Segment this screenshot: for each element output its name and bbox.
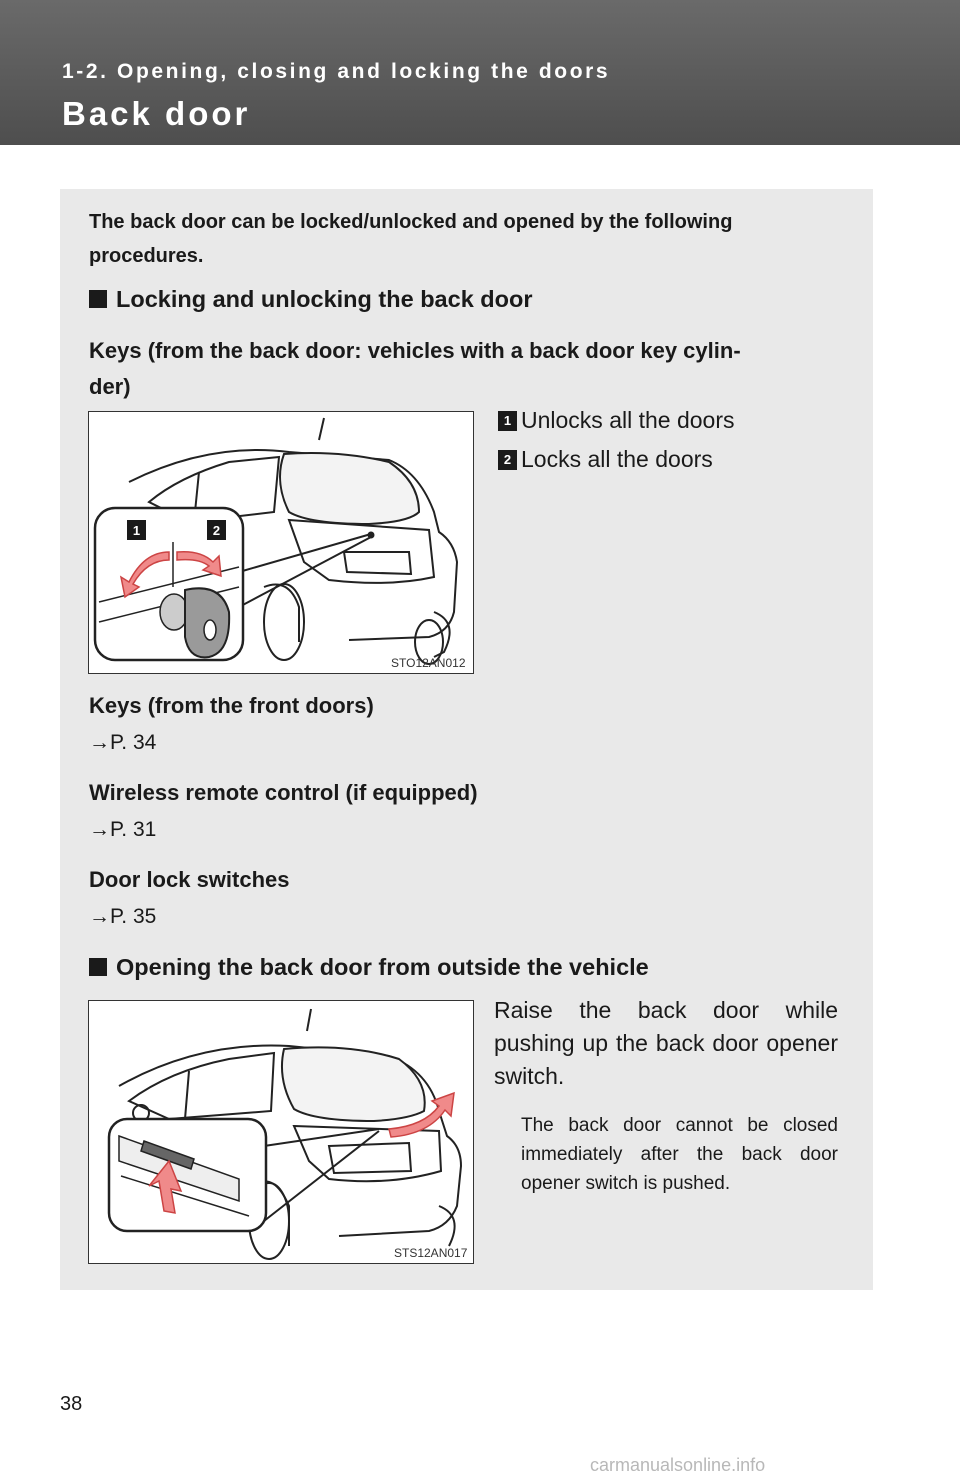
subheading-opening-label: Opening the back door from outside the vehicle bbox=[116, 954, 649, 980]
keys-back-heading-line2: der) bbox=[89, 374, 131, 399]
subheading-locking-label: Locking and unlocking the back door bbox=[116, 286, 533, 312]
svg-text:2: 2 bbox=[212, 523, 221, 538]
keys-front-heading: Keys (from the front doors) bbox=[89, 693, 374, 718]
page-header bbox=[0, 0, 960, 145]
wireless-heading: Wireless remote control (if equipped) bbox=[89, 780, 478, 805]
number-badge: 2 bbox=[498, 450, 517, 470]
square-bullet-icon bbox=[89, 958, 107, 976]
subheading-locking bbox=[89, 286, 533, 313]
switches-ref[interactable]: →P. 35 bbox=[89, 905, 157, 928]
legend-item-1 bbox=[498, 407, 735, 434]
legend-text-2: Locks all the doors bbox=[521, 446, 713, 472]
legend-item-2 bbox=[498, 446, 713, 473]
car-rear-opener-illustration bbox=[89, 1001, 473, 1263]
figure-code-1: STO12AN012 bbox=[391, 656, 466, 670]
subheading-opening bbox=[89, 954, 649, 981]
figure-code-2: STS12AN017 bbox=[394, 1246, 468, 1260]
car-rear-key-illustration bbox=[89, 412, 473, 673]
page-title: Back door bbox=[62, 95, 251, 132]
opening-instruction: Raise the back door while pushing up the back door opener switch. bbox=[494, 997, 838, 1089]
keys-front-ref[interactable]: →P. 34 bbox=[89, 731, 157, 754]
section-label: 1-2. Opening, closing and locking the doors bbox=[62, 60, 611, 83]
square-bullet-icon bbox=[89, 290, 107, 308]
keys-back-heading bbox=[89, 333, 849, 405]
watermark: carmanualsonline.info bbox=[590, 1455, 766, 1475]
figure-opener-switch bbox=[88, 1000, 474, 1264]
svg-text:1: 1 bbox=[132, 523, 141, 538]
legend-text-1: Unlocks all the doors bbox=[521, 407, 735, 433]
page-number: 38 bbox=[60, 1393, 83, 1415]
wireless-ref[interactable]: →P. 31 bbox=[89, 818, 157, 841]
switches-heading: Door lock switches bbox=[89, 867, 290, 892]
opening-note: The back door cannot be closed immediately after the back door opener switch is pushed. bbox=[521, 1115, 838, 1194]
keys-back-heading-line1: Keys (from the back door: vehicles with a back door key cylin- bbox=[89, 338, 741, 363]
number-badge: 1 bbox=[498, 411, 517, 431]
intro-text: The back door can be locked/unlocked and opened by the following procedures. bbox=[89, 211, 733, 267]
figure-key-cylinder bbox=[88, 411, 474, 674]
